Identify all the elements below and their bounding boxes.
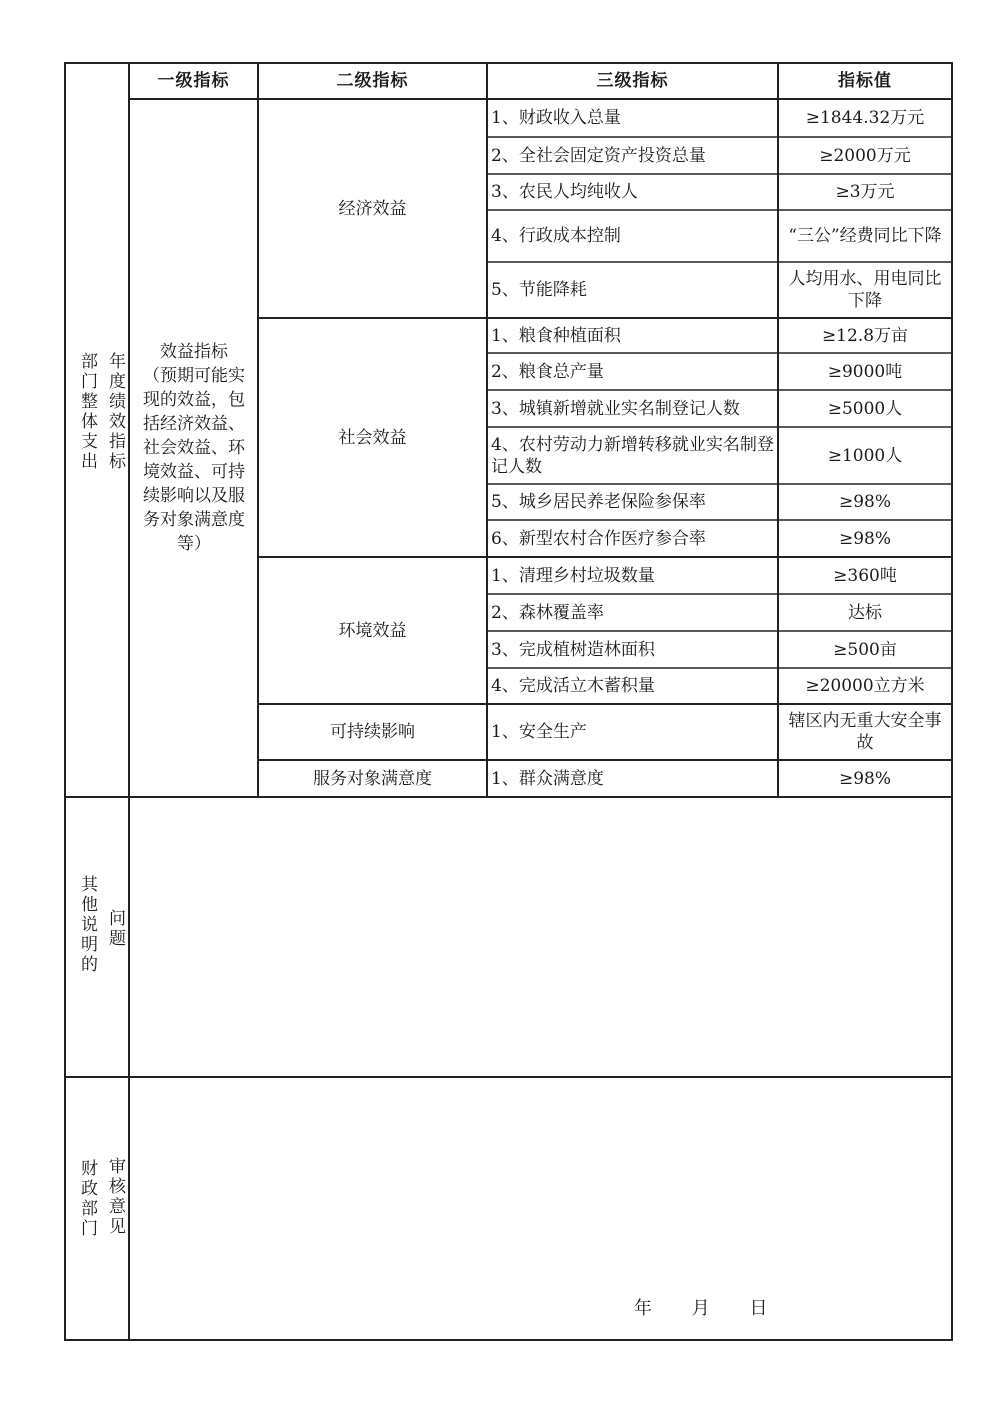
date-year: 年 xyxy=(634,1298,654,1319)
value-cell: ≥20000立方米 xyxy=(805,676,925,696)
header-level2: 二级指标 xyxy=(336,71,409,91)
review-label-a: 审核意见 xyxy=(105,1157,125,1237)
review-date xyxy=(634,1294,799,1320)
indicator-cell: 4、行政成本控制 xyxy=(491,226,621,246)
value-cell: ≥98% xyxy=(838,528,892,549)
indicator-cell: 3、农民人均纯收人 xyxy=(491,182,638,202)
indicator-cell: 5、城乡居民养老保险参保率 xyxy=(491,492,706,512)
indicator-cell: 1、财政收入总量 xyxy=(491,108,621,128)
value-cell: 达标 xyxy=(848,602,882,623)
value-cell: ≥3万元 xyxy=(835,182,895,202)
review-section-label xyxy=(74,1157,128,1267)
other-label-b: 其他说明的 xyxy=(77,875,97,975)
value-cell: ≥1000人 xyxy=(827,445,903,466)
value-cell: ≥98% xyxy=(838,768,892,789)
indicator-cell: 2、粮食总产量 xyxy=(491,361,604,382)
indicator-cell: 1、群众满意度 xyxy=(491,768,604,789)
value-cell: 辖区内无重大安全事故 xyxy=(788,711,942,753)
header-level3: 三级指标 xyxy=(596,71,669,91)
value-cell: ≥98% xyxy=(838,492,892,512)
value-cell: ≥1844.32万元 xyxy=(805,108,925,128)
header-value: 指标值 xyxy=(838,71,892,91)
indicator-cell: 2、全社会固定资产投资总量 xyxy=(491,145,706,166)
group-social: 社会效益 xyxy=(338,427,407,448)
value-cell: ≥2000万元 xyxy=(819,145,911,166)
indicator-cell: 6、新型农村合作医疗参合率 xyxy=(491,528,706,549)
value-cell: 人均用水、用电同比下降 xyxy=(788,269,942,311)
value-cell: ≥5000人 xyxy=(827,398,903,419)
perf-label-a: 年度绩效指标 xyxy=(105,352,125,472)
review-label-b: 财政部门 xyxy=(77,1159,97,1239)
value-cell: ≥12.8万亩 xyxy=(821,325,909,346)
indicator-cell: 4、农村劳动力新增转移就业实名制登记人数 xyxy=(491,434,774,477)
group-satisfaction: 服务对象满意度 xyxy=(313,768,432,789)
indicator-cell: 4、完成活立木蓄积量 xyxy=(491,676,655,696)
date-month: 月 xyxy=(691,1298,712,1319)
level1-benefit-indicator: 效益指标 （预期可能实现的效益，包括经济效益、社会效益、环境效益、可持续影响以及服务对象满意度等） xyxy=(143,342,245,554)
value-cell: ≥9000吨 xyxy=(827,361,903,382)
perf-label-b: 部门整体支出 xyxy=(77,352,97,472)
indicator-cell: 3、完成植树造林面积 xyxy=(491,639,655,660)
date-day: 日 xyxy=(749,1298,770,1319)
indicator-cell: 2、森林覆盖率 xyxy=(491,602,604,623)
indicator-cell: 5、节能降耗 xyxy=(491,280,587,300)
header-level1: 一级指标 xyxy=(157,71,230,91)
value-cell: ≥360吨 xyxy=(833,565,897,586)
indicator-cell: 3、城镇新增就业实名制登记人数 xyxy=(491,398,740,419)
other-section-label xyxy=(74,875,128,1015)
value-cell: “三公”经费同比下降 xyxy=(788,226,942,246)
perf-section-label xyxy=(74,352,128,552)
group-sustain: 可持续影响 xyxy=(330,722,415,742)
group-environment: 环境效益 xyxy=(338,620,407,641)
value-cell: ≥500亩 xyxy=(833,639,897,660)
group-economic: 经济效益 xyxy=(338,198,407,219)
other-label-a: 问题 xyxy=(105,909,125,949)
indicator-cell: 1、粮食种植面积 xyxy=(491,325,621,346)
indicator-cell: 1、安全生产 xyxy=(491,722,587,742)
indicator-cell: 1、清理乡村垃圾数量 xyxy=(491,565,655,586)
